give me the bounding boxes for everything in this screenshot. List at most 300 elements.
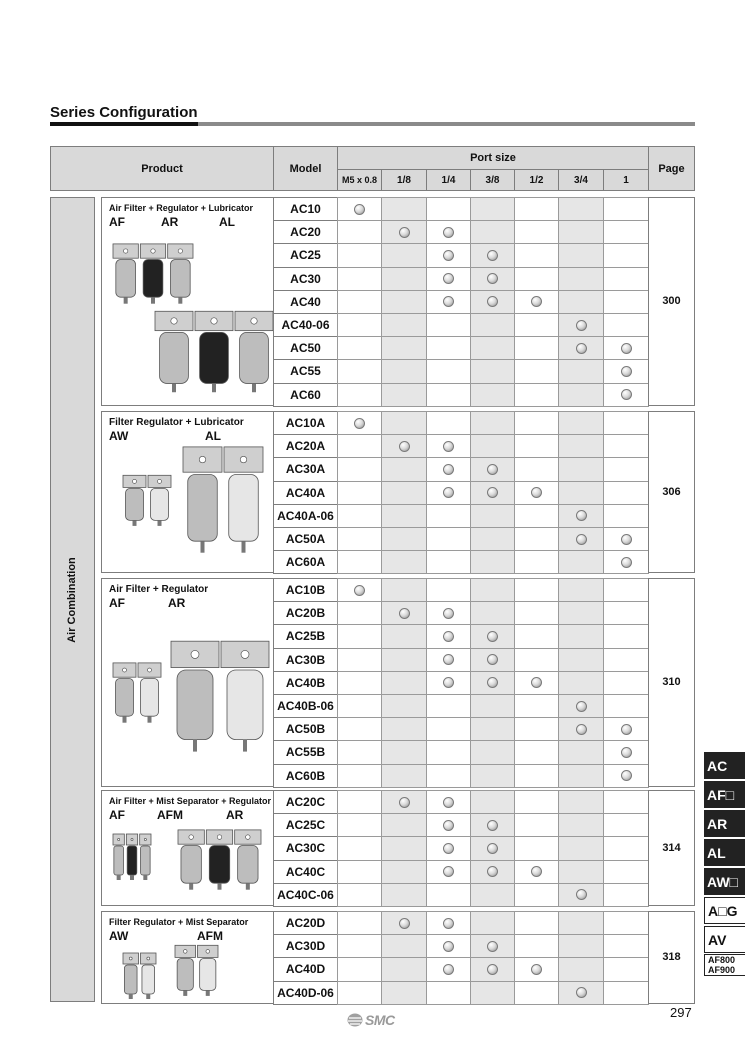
port-cell [337,383,382,407]
port-cell [470,740,515,764]
port-cell [470,883,515,907]
available-dot-icon [621,747,632,758]
port-cell [514,383,559,407]
port-cell [337,220,382,244]
side-tab-label-line: AF800 [708,955,736,965]
port-cell [558,624,604,648]
port-cell [603,934,649,958]
model-cell: AC50B [273,717,338,741]
port-cell [514,764,559,788]
port-cell [426,836,471,860]
product-code: AL [205,429,221,443]
port-cell [558,550,604,574]
side-tab-2[interactable]: AR [704,810,745,837]
port-cell [558,671,604,695]
port-cell [558,836,604,860]
model-cell: AC55 [273,359,338,383]
available-dot-icon [621,389,632,400]
available-dot-icon [621,534,632,545]
port-cell [381,624,427,648]
product-code: AW [109,429,129,443]
port-cell [514,717,559,741]
port-cell [470,957,515,981]
model-cell: AC10 [273,197,338,221]
side-tab-1[interactable]: AF□ [704,781,745,808]
side-tab-label-line: AF900 [708,965,736,975]
product-code: AR [168,596,186,610]
port-cell [514,601,559,625]
port-cell [426,601,471,625]
port-cell [603,790,649,814]
port-cell [337,813,382,837]
port-cell [558,359,604,383]
port-cell [426,434,471,458]
port-cell [514,671,559,695]
port-cell [426,694,471,718]
available-dot-icon [443,250,454,261]
port-cell [470,648,515,672]
port-cell [603,527,649,551]
port-cell [558,197,604,221]
side-tab-6[interactable]: AV [704,926,745,953]
product-photo-small [122,472,172,527]
port-cell [381,481,427,505]
available-dot-icon [487,843,498,854]
port-cell [381,290,427,314]
port-cell [426,359,471,383]
port-cell [558,648,604,672]
port-cell [603,883,649,907]
port-cell [603,383,649,407]
port-cell [603,550,649,574]
available-dot-icon [399,797,410,808]
port-cell [381,836,427,860]
port-cell [603,601,649,625]
port-cell [514,813,559,837]
available-dot-icon [487,631,498,642]
port-cell [514,790,559,814]
port-cell [603,434,649,458]
port-cell [558,220,604,244]
model-cell: AC40B [273,671,338,695]
port-cell [470,694,515,718]
port-cell [603,717,649,741]
available-dot-icon [443,918,454,929]
port-cell [514,411,559,435]
port-cell [558,411,604,435]
available-dot-icon [576,510,587,521]
product-cell [101,790,273,906]
available-dot-icon [443,631,454,642]
port-cell [514,694,559,718]
port-cell [426,243,471,267]
port-cell [470,981,515,1005]
port-cell [603,359,649,383]
port-size-header: Port size [337,146,649,170]
port-cell [514,290,559,314]
available-dot-icon [531,296,542,307]
side-tab-7[interactable] [704,954,745,976]
model-cell: AC40A-06 [273,504,338,528]
port-cell [470,220,515,244]
port-cell [514,860,559,884]
side-tab-5[interactable]: A□G [704,897,745,924]
product-code: AF [109,808,125,822]
port-cell [381,383,427,407]
page-ref: 318 [648,911,695,1004]
port-cell [603,457,649,481]
port-cell [470,197,515,221]
available-dot-icon [621,770,632,781]
product-code: AFM [157,808,183,822]
port-cell [426,671,471,695]
port-cell [514,457,559,481]
port-cell [381,434,427,458]
port-cell [558,860,604,884]
port-cell [603,290,649,314]
page-ref: 310 [648,578,695,787]
port-cell [514,648,559,672]
port-cell [426,957,471,981]
product-photo-large [170,634,270,754]
port-cell [426,813,471,837]
available-dot-icon [354,418,365,429]
product-cell [101,411,273,573]
port-cell [603,764,649,788]
port-cell [337,434,382,458]
port-cell [337,957,382,981]
port-cell [514,550,559,574]
available-dot-icon [443,677,454,688]
port-cell [603,648,649,672]
port-cell [381,504,427,528]
available-dot-icon [443,227,454,238]
port-header-4: 1/2 [514,169,559,191]
model-cell: AC40D-06 [273,981,338,1005]
port-cell [603,578,649,602]
model-cell: AC50A [273,527,338,551]
available-dot-icon [576,343,587,354]
port-cell [558,911,604,935]
port-cell [470,813,515,837]
model-cell: AC10B [273,578,338,602]
port-cell [558,267,604,291]
available-dot-icon [399,227,410,238]
available-dot-icon [576,889,587,900]
port-cell [426,860,471,884]
port-cell [558,434,604,458]
available-dot-icon [487,820,498,831]
port-cell [426,504,471,528]
model-cell: AC20A [273,434,338,458]
model-cell: AC30D [273,934,338,958]
port-cell [337,457,382,481]
port-cell [426,481,471,505]
port-cell [470,481,515,505]
port-cell [558,578,604,602]
port-cell [381,911,427,935]
port-cell [337,790,382,814]
port-cell [426,883,471,907]
port-cell [337,883,382,907]
port-cell [603,624,649,648]
port-cell [470,764,515,788]
port-cell [514,504,559,528]
port-cell [337,411,382,435]
port-cell [514,934,559,958]
port-cell [337,648,382,672]
port-cell [337,243,382,267]
model-cell: AC50 [273,336,338,360]
port-cell [558,740,604,764]
port-cell [337,550,382,574]
model-cell: AC10A [273,411,338,435]
product-title: Filter Regulator + Lubricator [109,417,244,428]
product-photo-large [182,440,264,555]
side-tab-0[interactable]: AC [704,752,745,779]
available-dot-icon [487,464,498,475]
available-dot-icon [443,464,454,475]
port-cell [514,883,559,907]
port-cell [603,504,649,528]
port-cell [337,290,382,314]
port-cell [514,578,559,602]
available-dot-icon [576,534,587,545]
port-cell [470,934,515,958]
port-cell [603,911,649,935]
model-cell: AC60 [273,383,338,407]
port-cell [381,527,427,551]
port-cell [558,313,604,337]
port-cell [558,981,604,1005]
model-header: Model [273,146,338,191]
model-cell: AC30 [273,267,338,291]
available-dot-icon [621,343,632,354]
port-cell [337,981,382,1005]
port-cell [381,550,427,574]
port-cell [514,313,559,337]
port-cell [426,336,471,360]
port-cell [337,601,382,625]
port-cell [470,790,515,814]
port-cell [381,197,427,221]
port-cell [381,717,427,741]
page-header: Page [648,146,695,191]
available-dot-icon [443,296,454,307]
product-cell [101,911,273,1004]
available-dot-icon [487,250,498,261]
available-dot-icon [487,677,498,688]
port-cell [426,981,471,1005]
model-cell: AC40A [273,481,338,505]
port-cell [603,813,649,837]
available-dot-icon [621,366,632,377]
model-cell: AC20C [273,790,338,814]
port-cell [558,383,604,407]
available-dot-icon [487,273,498,284]
port-cell [381,957,427,981]
product-title: Filter Regulator + Mist Separator [109,917,249,927]
product-code: AFM [197,929,223,943]
port-header-6: 1 [603,169,649,191]
available-dot-icon [576,701,587,712]
port-cell [337,764,382,788]
port-cell [337,836,382,860]
category-label: Air Combination [66,557,78,643]
model-cell: AC40D [273,957,338,981]
model-cell: AC55B [273,740,338,764]
port-cell [337,527,382,551]
port-cell [381,457,427,481]
port-cell [514,911,559,935]
model-cell: AC20D [273,911,338,935]
available-dot-icon [354,585,365,596]
product-title: Air Filter + Mist Separator + Regulator [109,796,272,806]
port-cell [337,313,382,337]
port-cell [470,601,515,625]
port-cell [558,790,604,814]
available-dot-icon [531,677,542,688]
available-dot-icon [443,441,454,452]
port-cell [603,671,649,695]
port-cell [603,481,649,505]
port-header-0: M5 x 0.8 [337,169,382,191]
product-photo-small [112,831,152,881]
available-dot-icon [354,204,365,215]
available-dot-icon [443,654,454,665]
side-tab-3[interactable]: AL [704,839,745,866]
port-cell [381,243,427,267]
port-cell [514,267,559,291]
port-cell [470,336,515,360]
port-cell [470,313,515,337]
port-cell [426,550,471,574]
product-code: AR [226,808,244,822]
port-cell [558,934,604,958]
model-cell: AC30C [273,836,338,860]
product-photo-large [154,306,274,394]
port-cell [381,359,427,383]
port-cell [426,911,471,935]
port-cell [470,836,515,860]
product-title: Air Filter + Regulator [109,584,209,595]
port-cell [470,504,515,528]
available-dot-icon [443,964,454,975]
side-tab-4[interactable]: AW□ [704,868,745,895]
available-dot-icon [531,964,542,975]
model-cell: AC40C [273,860,338,884]
port-cell [381,790,427,814]
port-cell [426,578,471,602]
port-cell [558,717,604,741]
port-cell [470,717,515,741]
port-cell [381,336,427,360]
available-dot-icon [576,987,587,998]
port-cell [514,981,559,1005]
port-cell [514,740,559,764]
page-ref: 314 [648,790,695,906]
port-cell [603,243,649,267]
port-cell [514,527,559,551]
model-cell: AC25 [273,243,338,267]
port-cell [470,624,515,648]
product-header: Product [50,146,274,191]
available-dot-icon [487,964,498,975]
available-dot-icon [443,797,454,808]
product-photo-small [112,659,162,724]
port-cell [603,981,649,1005]
model-cell: AC20 [273,220,338,244]
port-cell [558,694,604,718]
port-cell [381,648,427,672]
available-dot-icon [621,724,632,735]
port-cell [470,243,515,267]
port-cell [514,220,559,244]
port-cell [558,957,604,981]
available-dot-icon [531,487,542,498]
port-cell [426,290,471,314]
port-cell [381,813,427,837]
port-cell [337,336,382,360]
port-cell [470,550,515,574]
available-dot-icon [487,487,498,498]
port-cell [426,527,471,551]
product-code: AR [161,215,179,229]
section-heading: Series Configuration [50,104,198,121]
model-cell: AC40C-06 [273,883,338,907]
port-cell [514,434,559,458]
port-cell [470,434,515,458]
port-cell [381,764,427,788]
port-cell [603,220,649,244]
available-dot-icon [487,941,498,952]
port-cell [426,220,471,244]
port-cell [381,981,427,1005]
port-cell [337,578,382,602]
port-cell [381,578,427,602]
port-cell [470,359,515,383]
model-cell: AC40 [273,290,338,314]
heading-rule [50,122,695,126]
port-cell [381,313,427,337]
port-cell [514,481,559,505]
product-photo-small [122,950,157,1000]
port-cell [558,457,604,481]
port-cell [603,836,649,860]
port-cell [558,481,604,505]
available-dot-icon [487,654,498,665]
port-header-1: 1/8 [381,169,427,191]
port-cell [381,601,427,625]
port-header-5: 3/4 [558,169,604,191]
product-code: AW [109,929,129,943]
port-cell [514,359,559,383]
model-cell: AC25C [273,813,338,837]
model-cell: AC40-06 [273,313,338,337]
available-dot-icon [399,608,410,619]
port-cell [470,578,515,602]
port-cell [337,860,382,884]
available-dot-icon [399,918,410,929]
port-cell [603,336,649,360]
port-cell [558,813,604,837]
page-ref: 300 [648,197,695,406]
available-dot-icon [443,866,454,877]
product-photo-large [177,826,262,891]
port-cell [426,648,471,672]
available-dot-icon [576,724,587,735]
model-cell: AC60B [273,764,338,788]
